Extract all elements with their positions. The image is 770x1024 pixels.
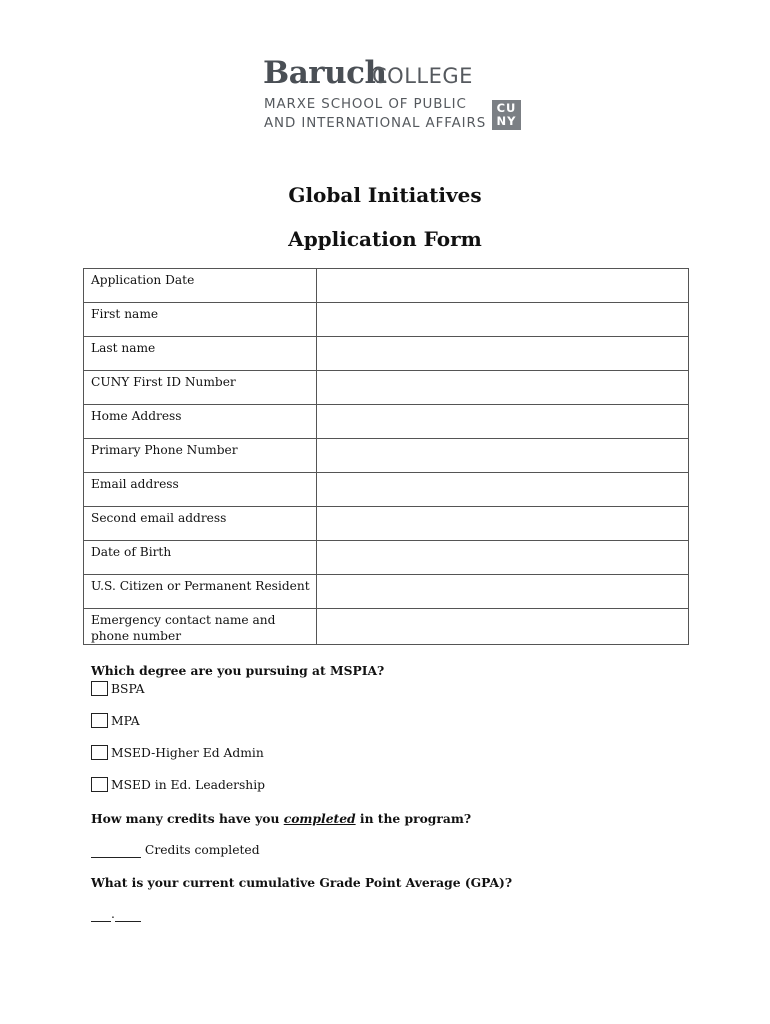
- bspa-checkbox[interactable]: [91, 681, 108, 696]
- field-label: Emergency contact name and phone number: [84, 609, 317, 645]
- document-subtitle: Application Form: [288, 227, 482, 251]
- date-of-birth-field[interactable]: [317, 541, 689, 575]
- degree-option-msed-higher-ed: [91, 745, 264, 760]
- table-row: [84, 303, 689, 337]
- application-date-field[interactable]: [317, 269, 689, 303]
- degree-option-mpa: [91, 713, 140, 728]
- gpa-question: What is your current cumulative Grade Point Average (GPA)?: [91, 875, 513, 890]
- degree-option-label: BSPA: [111, 682, 145, 696]
- second-email-field[interactable]: [317, 507, 689, 541]
- table-row: [84, 371, 689, 405]
- degree-option-label: MSED-Higher Ed Admin: [111, 746, 264, 760]
- document-title: Global Initiatives: [288, 183, 482, 207]
- primary-phone-field[interactable]: [317, 439, 689, 473]
- last-name-field[interactable]: [317, 337, 689, 371]
- credits-completed-label: Credits completed: [144, 843, 260, 857]
- degree-question: Which degree are you pursuing at MSPIA?: [91, 663, 385, 678]
- citizenship-field[interactable]: [317, 575, 689, 609]
- field-label: First name: [84, 303, 317, 337]
- table-row: [84, 473, 689, 507]
- applicant-info-table: [83, 268, 689, 645]
- field-label: CUNY First ID Number: [84, 371, 317, 405]
- degree-option-msed-leadership: [91, 777, 265, 792]
- cuny-logo-top: CU: [496, 101, 517, 115]
- cuny-logo-bottom: NY: [496, 114, 517, 128]
- home-address-field[interactable]: [317, 405, 689, 439]
- table-row: [84, 507, 689, 541]
- email-field[interactable]: [317, 473, 689, 507]
- mpa-checkbox[interactable]: [91, 713, 108, 728]
- first-name-field[interactable]: [317, 303, 689, 337]
- table-row: [84, 337, 689, 371]
- table-row: [84, 575, 689, 609]
- field-label: Application Date: [84, 269, 317, 303]
- credits-question: [91, 811, 471, 826]
- table-row: [84, 405, 689, 439]
- logo-school-line-1: MARXE SCHOOL OF PUBLIC: [264, 97, 467, 112]
- field-label: Home Address: [84, 405, 317, 439]
- msed-leadership-checkbox[interactable]: [91, 777, 108, 792]
- credits-question-end: in the program?: [355, 811, 472, 826]
- credits-blank[interactable]: [91, 843, 141, 858]
- credits-question-emphasis: completed: [283, 811, 356, 826]
- gpa-whole-blank[interactable]: [91, 907, 111, 922]
- gpa-separator: .: [111, 907, 115, 921]
- field-label: Last name: [84, 337, 317, 371]
- field-label: Second email address: [84, 507, 317, 541]
- field-label: Date of Birth: [84, 541, 317, 575]
- msed-higher-ed-checkbox[interactable]: [91, 745, 108, 760]
- credits-completed-row: [91, 843, 260, 858]
- field-label: Primary Phone Number: [84, 439, 317, 473]
- field-label: U.S. Citizen or Permanent Resident: [84, 575, 317, 609]
- field-label: Email address: [84, 473, 317, 507]
- cuny-id-field[interactable]: [317, 371, 689, 405]
- table-row: [84, 439, 689, 473]
- table-row: [84, 609, 689, 645]
- table-row: [84, 269, 689, 303]
- cuny-logo-mark: [492, 100, 521, 130]
- college-logo: [263, 56, 525, 136]
- credits-question-start: How many credits have you: [91, 811, 284, 826]
- logo-school-line-2: AND INTERNATIONAL AFFAIRS: [264, 116, 487, 131]
- logo-brand: Baruch: [263, 55, 387, 91]
- table-row: [84, 541, 689, 575]
- degree-option-bspa: [91, 681, 145, 696]
- degree-option-label: MPA: [111, 714, 140, 728]
- gpa-decimal-blank[interactable]: [115, 907, 141, 922]
- gpa-entry-row: [91, 907, 141, 922]
- emergency-contact-field[interactable]: [317, 609, 689, 645]
- logo-college: COLLEGE: [372, 64, 473, 88]
- degree-option-label: MSED in Ed. Leadership: [111, 778, 266, 792]
